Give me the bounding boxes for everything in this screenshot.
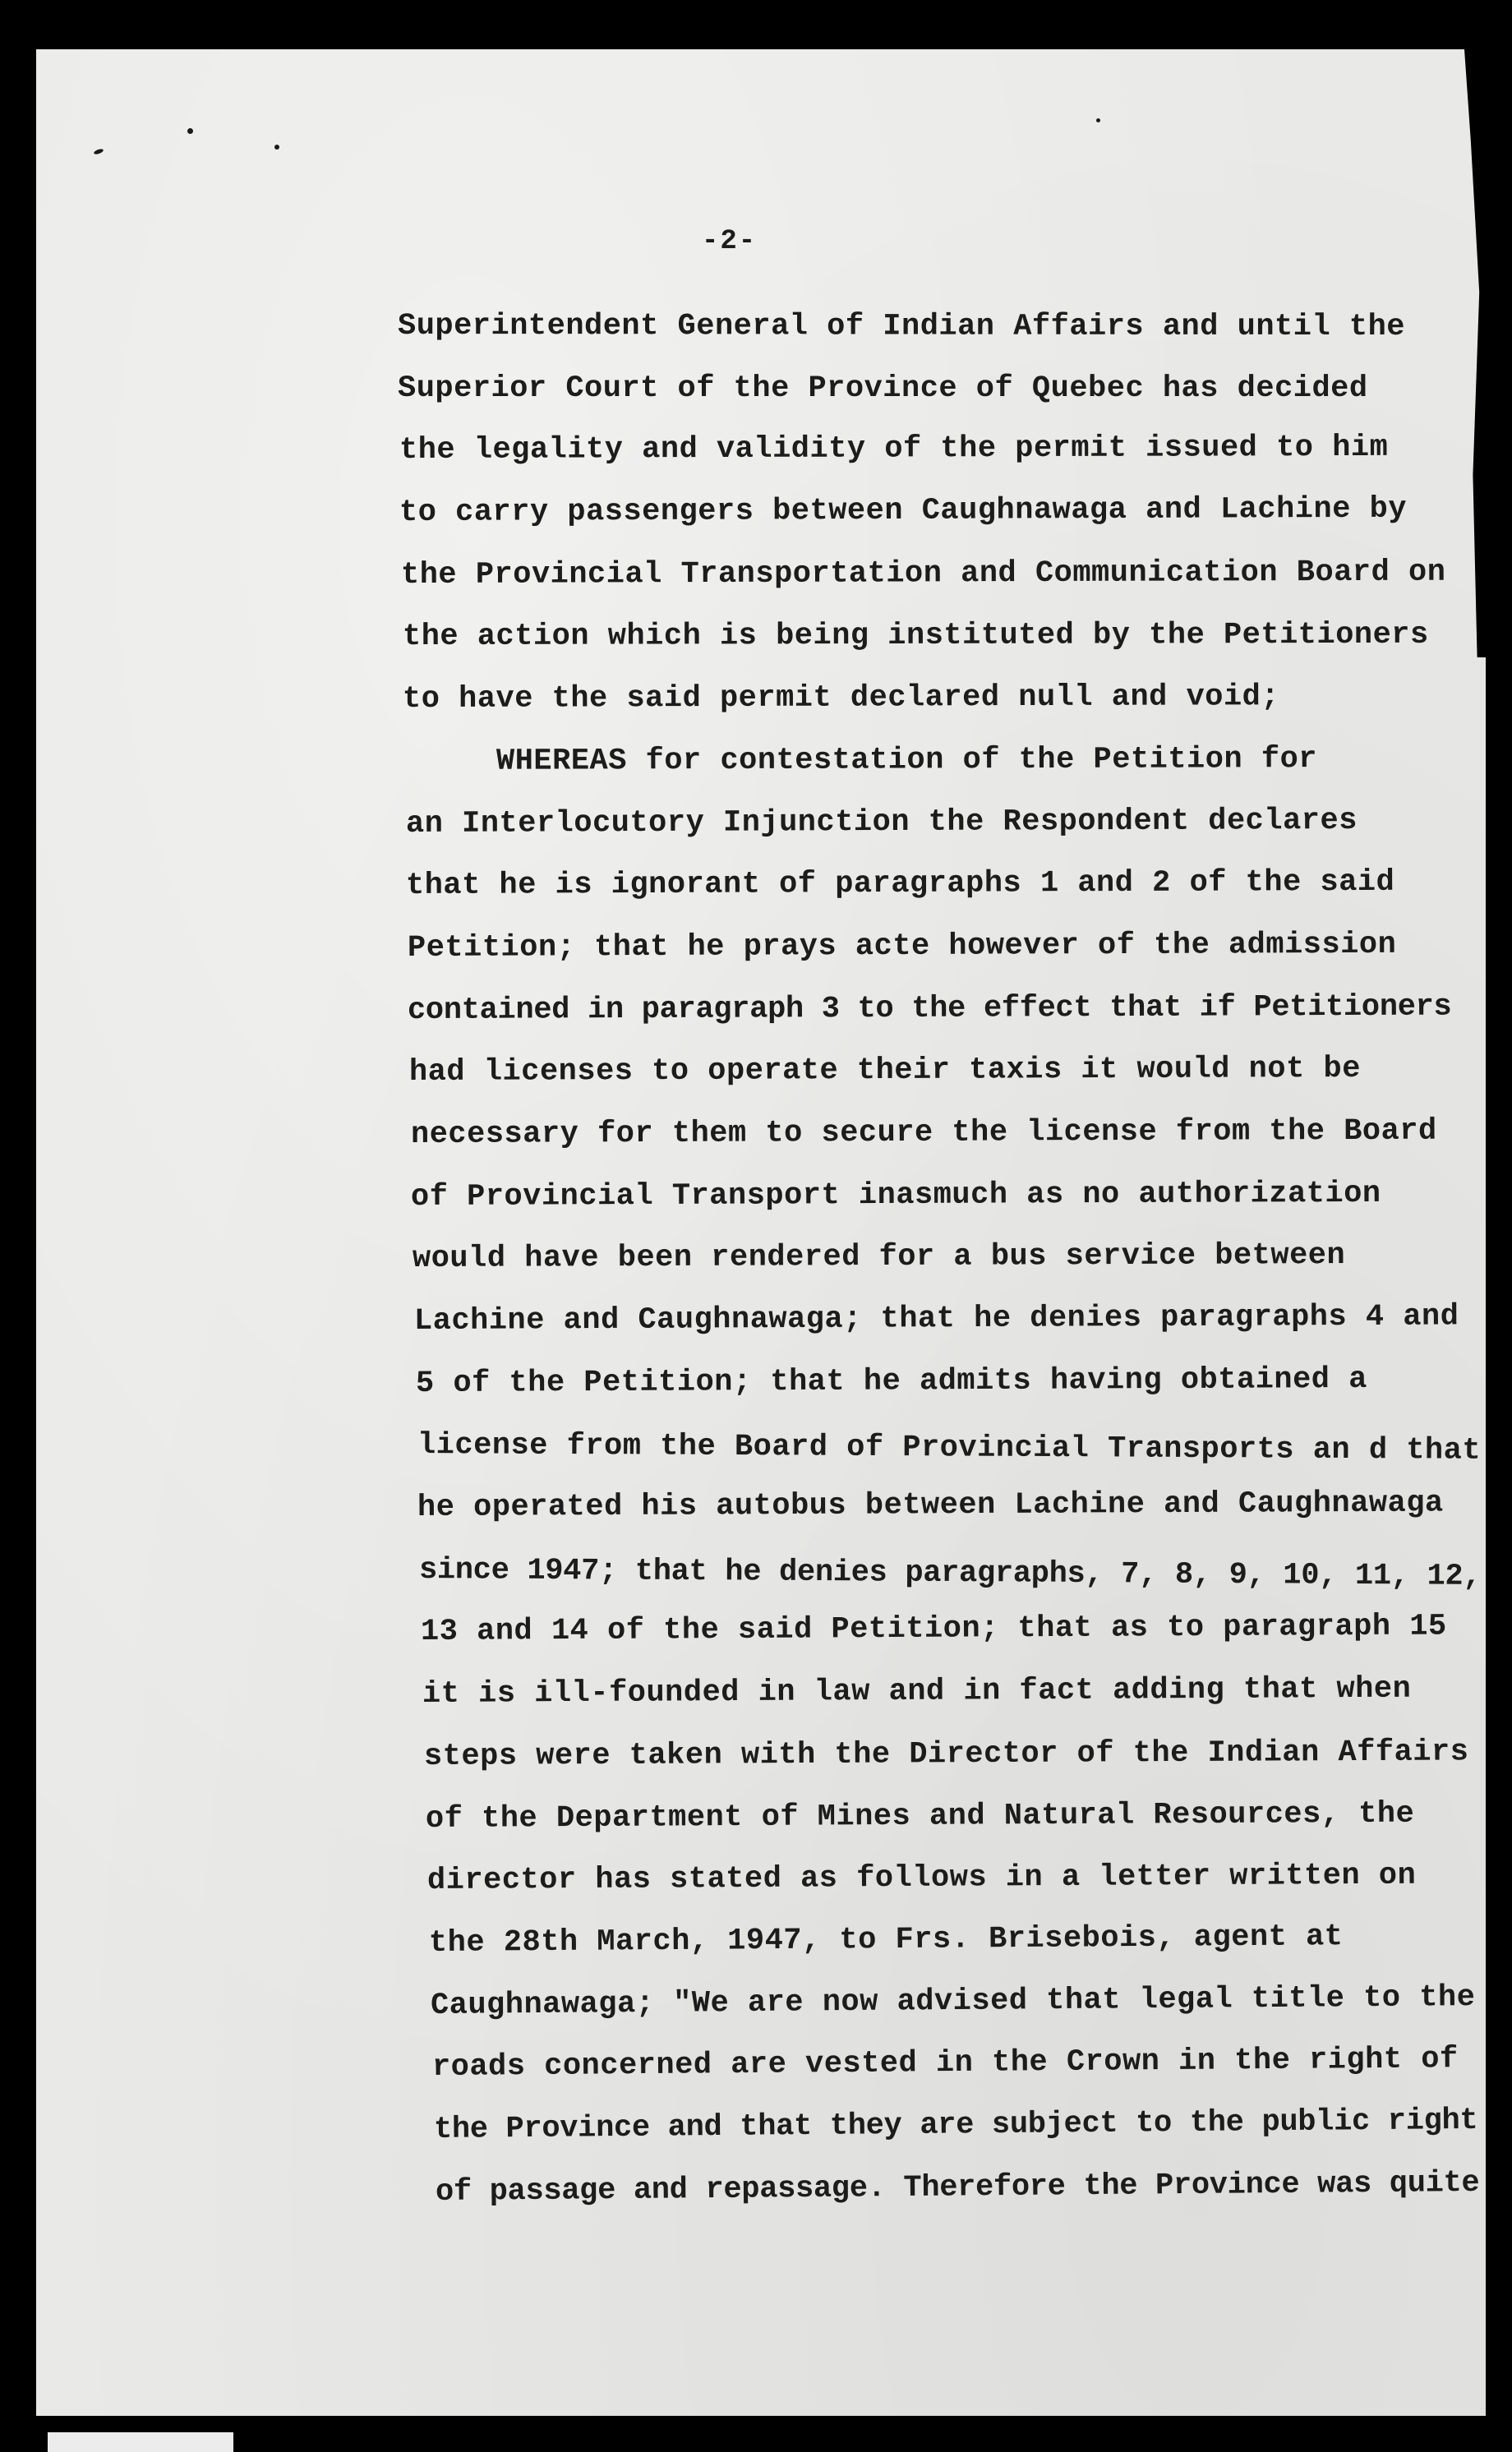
text-line: since 1947; that he denies paragraphs, 7, 8, 9, 10, 11, 12,	[418, 1552, 1482, 1594]
text-line-paragraph-start: WHEREAS for contestation of the Petition for	[496, 741, 1318, 779]
text-line: 5 of the Petition; that he admits having obtained a	[415, 1362, 1367, 1401]
ink-speck	[94, 148, 104, 155]
ink-speck	[274, 145, 279, 150]
text-line: the Provincial Transportation and Communication Board on	[400, 555, 1446, 592]
text-line: contained in paragraph 3 to the effect that if Petitioners	[407, 989, 1452, 1028]
text-line: Superintendent General of Indian Affairs and until the	[397, 309, 1406, 345]
text-line: the 28th March, 1947, to Frs. Brisebois, agent at	[428, 1920, 1344, 1961]
text-line: 13 and 14 of the said Petition; that as to paragraph 15	[420, 1609, 1447, 1650]
document-page	[36, 49, 1486, 2416]
text-line: steps were taken with the Director of the Indian Affairs	[423, 1735, 1469, 1774]
text-line: Lachine and Caughnawaga; that he denies paragraphs 4 and	[413, 1299, 1459, 1339]
text-line: would have been rendered for a bus service between	[412, 1238, 1346, 1277]
text-line: of Provincial Transport inasmuch as no authorization	[410, 1176, 1381, 1214]
document-body	[365, 296, 1486, 2224]
text-line: Petition; that he prays acte however of the admission	[407, 927, 1397, 966]
ink-speck	[187, 128, 193, 134]
text-line: the Province and that they are subject to the public right	[433, 2103, 1478, 2147]
text-line: that he is ignorant of paragraphs 1 and 2 of the said	[405, 864, 1395, 904]
text-line: it is ill-founded in law and in fact adding that when	[422, 1671, 1412, 1712]
text-line: necessary for them to secure the license from the Board	[410, 1113, 1437, 1152]
text-line: to carry passengers between Caughnawaga and Lachine by	[399, 491, 1408, 531]
scan-label-tab	[48, 2432, 233, 2452]
text-line: license from the Board of Provincial Transports an d that	[417, 1428, 1482, 1469]
ink-speck	[1096, 118, 1100, 122]
text-line: an Interlocutory Injunction the Respondent declares	[405, 803, 1358, 841]
text-line: the legality and validity of the permit issued to him	[399, 431, 1389, 468]
text-line: to have the said permit declared null and void;	[402, 680, 1280, 717]
text-line: had licenses to operate their taxis it would not be	[408, 1052, 1361, 1090]
text-line: the action which is being instituted by the Petitioners	[402, 618, 1429, 655]
text-line: Caughnawaga; "We are now advised that legal title to the	[430, 1980, 1476, 2023]
text-line: director has stated as follows in a letter written on	[426, 1858, 1417, 1899]
text-line: of the Department of Mines and Natural Resources, the	[425, 1796, 1415, 1837]
text-line: of passage and repassage. Therefore the Province was quite	[435, 2165, 1480, 2210]
text-line: roads concerned are vested in the Crown in the right of	[431, 2042, 1459, 2086]
text-line: Superior Court of the Province of Quebec has decided	[398, 371, 1368, 406]
text-line: he operated his autobus between Lachine and Caughnawaga	[417, 1486, 1444, 1526]
page-number: -2-	[702, 226, 758, 257]
